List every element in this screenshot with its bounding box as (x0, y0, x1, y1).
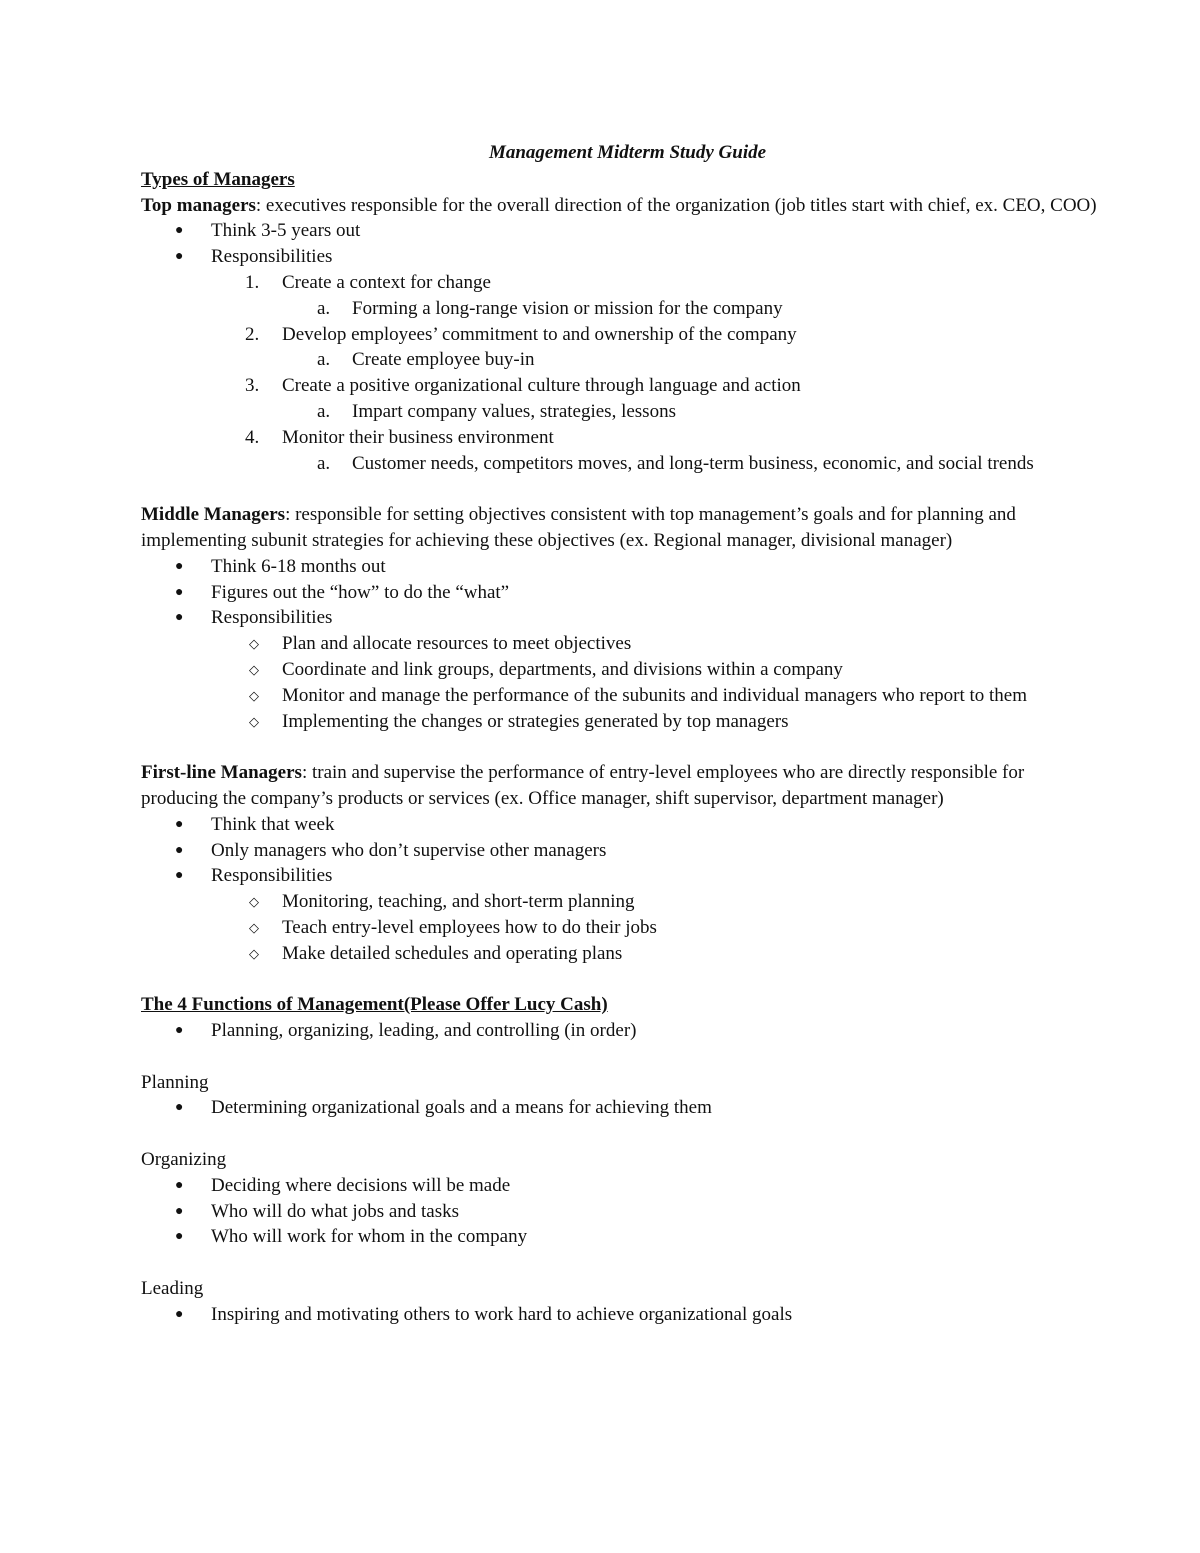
bullet-icon: ● (175, 1100, 184, 1116)
list-item: a. Forming a long-range vision or mission for the company (317, 297, 783, 319)
diamond-bullet-icon: ◇ (249, 636, 259, 652)
list-item: a. Impart company values, strategies, lessons (317, 400, 676, 422)
top-managers-paragraph (141, 193, 1100, 219)
leading-list (141, 1302, 1100, 1328)
bullet-icon: ● (175, 816, 184, 832)
list-item: 2. Develop employees’ commitment to and ownership of the company (245, 323, 797, 345)
middle-managers-list (141, 554, 1100, 631)
bullet-icon: ● (175, 610, 184, 626)
document-title: Management Midterm Study Guide (488, 142, 767, 163)
first-line-managers-list (141, 812, 1100, 889)
list-item: ◇ Implementing the changes or strategies generated by top managers (141, 709, 1100, 735)
organizing-heading: Organizing (141, 1149, 227, 1171)
bullet-icon: ● (175, 249, 184, 265)
blank-line (141, 476, 1100, 502)
diamond-bullet-icon: ◇ (249, 713, 259, 729)
list-item: ● Think 3-5 years out (141, 218, 1100, 244)
list-item: ● Inspiring and motivating others to work hard to achieve organizational goals (141, 1302, 1100, 1328)
blank-line (141, 734, 1100, 760)
blank-line (141, 1121, 1100, 1147)
list-item: ● Figures out the “how” to do the “what” (141, 580, 1100, 606)
list-item: ● Responsibilities (141, 863, 1100, 889)
bullet-icon: ● (175, 1229, 184, 1245)
diamond-bullet-icon: ◇ (249, 687, 259, 703)
blank-line (141, 1250, 1100, 1276)
blank-line (141, 1044, 1100, 1070)
first-line-managers-paragraph (141, 760, 1100, 812)
list-item: 1. Create a context for change (245, 271, 491, 293)
diamond-bullet-icon: ◇ (249, 945, 259, 961)
list-item: 4. Monitor their business environment (245, 426, 554, 448)
bullet-icon: ● (175, 842, 184, 858)
first-line-managers-definition: : train and supervise the performance of entry-level employees who are directly responsible for producing the company’s products or services (ex. Office manager, shift supervisor, department manager) (141, 762, 1025, 809)
section-heading-types: Types of Managers (141, 168, 295, 190)
list-item: a. Customer needs, competitors moves, and long-term business, economic, and social trends (317, 452, 1034, 474)
middle-managers-term: Middle Managers (141, 504, 286, 526)
planning-list (141, 1095, 1100, 1121)
section-heading-functions: The 4 Functions of Management(Please Offer Lucy Cash) (141, 994, 608, 1016)
list-item: ● Planning, organizing, leading, and controlling (in order) (141, 1018, 1100, 1044)
bullet-icon: ● (175, 1306, 184, 1322)
bullet-icon: ● (175, 1177, 184, 1193)
middle-managers-definition: : responsible for setting objectives consistent with top management’s goals and for planning and implementing subunit strategies for achieving these objectives (ex. Regional manager, divisional manager) (141, 504, 1016, 551)
list-item: ◇ Monitoring, teaching, and short-term planning (141, 889, 1100, 915)
functions-list (141, 1018, 1100, 1044)
list-item: ● Responsibilities (141, 244, 1100, 270)
list-item: ● Only managers who don’t supervise other managers (141, 838, 1100, 864)
list-item: ◇ Monitor and manage the performance of the subunits and individual managers who report to them (141, 683, 1100, 709)
planning-heading: Planning (141, 1071, 209, 1093)
bullet-icon: ● (175, 868, 184, 884)
middle-managers-paragraph (141, 502, 1100, 554)
list-item: ● Think that week (141, 812, 1100, 838)
list-item: ● Who will work for whom in the company (141, 1224, 1100, 1250)
leading-heading: Leading (141, 1278, 204, 1300)
list-item: ● Who will do what jobs and tasks (141, 1199, 1100, 1225)
bullet-icon: ● (175, 558, 184, 574)
bullet-icon: ● (175, 1203, 184, 1219)
list-item: ◇ Plan and allocate resources to meet objectives (141, 631, 1100, 657)
bullet-icon: ● (175, 584, 184, 600)
list-item: a. Create employee buy-in (317, 349, 535, 371)
list-item: ◇ Teach entry-level employees how to do their jobs (141, 915, 1100, 941)
middle-responsibilities-list (141, 631, 1100, 734)
first-line-managers-term: First-line Managers (141, 762, 302, 784)
top-managers-list (141, 218, 1100, 270)
list-item: ◇ Coordinate and link groups, departments, and divisions within a company (141, 657, 1100, 683)
diamond-bullet-icon: ◇ (249, 919, 259, 935)
list-item: 3. Create a positive organizational culture through language and action (245, 375, 801, 397)
list-item: ● Think 6-18 months out (141, 554, 1100, 580)
organizing-list (141, 1173, 1100, 1250)
top-responsibilities-list (141, 270, 1100, 476)
first-line-responsibilities-list (141, 889, 1100, 966)
list-item: ● Responsibilities (141, 605, 1100, 631)
list-item: ● Determining organizational goals and a means for achieving them (141, 1095, 1100, 1121)
top-managers-definition: : executives responsible for the overall direction of the organization (job titles start with chief, ex. CEO, COO) (255, 194, 1097, 216)
blank-line (141, 967, 1100, 993)
top-managers-term: Top managers (141, 194, 256, 216)
list-item: ◇ Make detailed schedules and operating plans (141, 941, 1100, 967)
diamond-bullet-icon: ◇ (249, 894, 259, 910)
list-item: ● Deciding where decisions will be made (141, 1173, 1100, 1199)
bullet-icon: ● (175, 1023, 184, 1039)
bullet-icon: ● (175, 223, 184, 239)
diamond-bullet-icon: ◇ (249, 661, 259, 677)
